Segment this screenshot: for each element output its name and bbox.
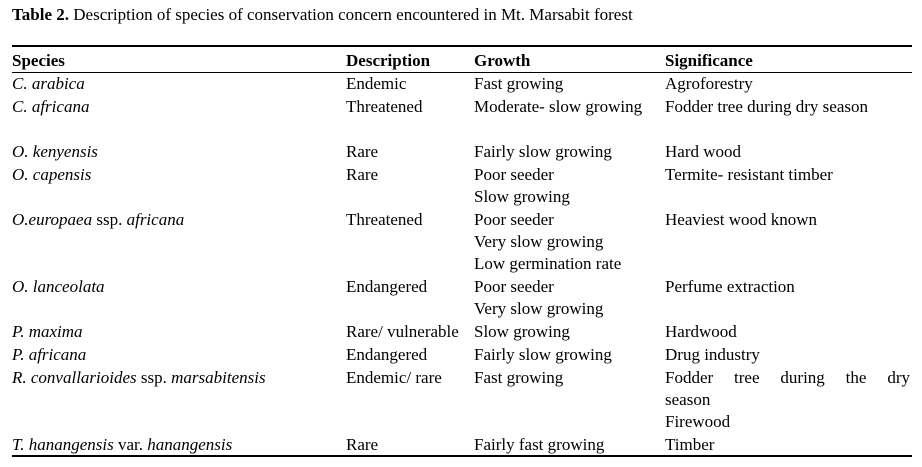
species-cell: C. africana bbox=[12, 97, 90, 116]
species-genus: O.europaea bbox=[12, 210, 93, 229]
growth-cell: Fast growing bbox=[474, 368, 564, 387]
description-cell: Threatened bbox=[346, 97, 423, 116]
description-cell: Rare bbox=[346, 435, 379, 454]
growth-cell: Poor seeder bbox=[474, 165, 554, 184]
significance-cell: Heaviest wood known bbox=[665, 210, 818, 229]
growth-cell: Moderate- slow growing bbox=[474, 97, 643, 116]
growth-cell: Fairly slow growing bbox=[474, 345, 612, 364]
table-header-rule bbox=[12, 72, 912, 73]
species-cell: O. lanceolata bbox=[12, 277, 105, 296]
table-top-rule bbox=[12, 45, 912, 47]
significance-cell: Perfume extraction bbox=[665, 277, 795, 296]
significance-cell: Hard wood bbox=[665, 142, 742, 161]
significance-line: Fodder tree during the dry bbox=[665, 368, 910, 387]
significance-cell: Drug industry bbox=[665, 345, 760, 364]
growth-cell: Slow growing bbox=[474, 187, 570, 206]
species-rank: var. bbox=[113, 435, 148, 454]
species-cell: O. capensis bbox=[12, 165, 92, 184]
species-rank: ssp. bbox=[136, 368, 172, 387]
significance-cell: Termite- resistant timber bbox=[665, 165, 833, 184]
species-cell bbox=[12, 209, 184, 231]
growth-cell: Poor seeder bbox=[474, 277, 554, 296]
species-genus: T. hanangensis bbox=[12, 435, 114, 454]
growth-cell: Fairly fast growing bbox=[474, 435, 605, 454]
header-growth: Growth bbox=[474, 51, 531, 70]
growth-cell: Low germination rate bbox=[474, 254, 622, 273]
species-cell: O. kenyensis bbox=[12, 142, 98, 161]
significance-cell: Timber bbox=[665, 435, 715, 454]
caption-text: Description of species of conservation concern encountered in Mt. Marsabit forest bbox=[69, 5, 633, 24]
species-cell: P. africana bbox=[12, 345, 87, 364]
description-cell: Endemic bbox=[346, 74, 407, 93]
growth-cell: Slow growing bbox=[474, 322, 570, 341]
description-cell: Rare/ vulnerable bbox=[346, 322, 459, 341]
description-cell: Endangered bbox=[346, 345, 428, 364]
caption-label: Table 2. bbox=[12, 5, 70, 24]
description-cell: Threatened bbox=[346, 210, 423, 229]
species-epithet: hanangensis bbox=[147, 435, 233, 454]
growth-cell: Very slow growing bbox=[474, 299, 604, 318]
table-bottom-rule bbox=[12, 455, 912, 457]
species-genus: R. convallarioides bbox=[12, 368, 137, 387]
species-cell bbox=[12, 367, 266, 389]
header-species: Species bbox=[12, 51, 65, 70]
growth-cell: Fairly slow growing bbox=[474, 142, 612, 161]
description-cell: Endemic/ rare bbox=[346, 368, 442, 387]
species-epithet: marsabitensis bbox=[171, 368, 266, 387]
species-rank: ssp. bbox=[92, 210, 127, 229]
significance-cell: Agroforestry bbox=[665, 74, 753, 93]
species-cell: C. arabica bbox=[12, 74, 85, 93]
significance-cell: Hardwood bbox=[665, 322, 737, 341]
significance-cell: Fodder tree during dry season bbox=[665, 97, 869, 116]
growth-cell: Fast growing bbox=[474, 74, 564, 93]
significance-cell: season bbox=[665, 390, 711, 409]
table-caption bbox=[12, 5, 633, 25]
species-cell: P. maxima bbox=[12, 322, 83, 341]
description-cell: Rare bbox=[346, 142, 379, 161]
header-description: Description bbox=[346, 51, 431, 70]
description-cell: Rare bbox=[346, 165, 379, 184]
significance-cell: Firewood bbox=[665, 412, 731, 431]
description-cell: Endangered bbox=[346, 277, 428, 296]
growth-cell: Very slow growing bbox=[474, 232, 604, 251]
species-cell bbox=[12, 434, 232, 456]
growth-cell: Poor seeder bbox=[474, 210, 554, 229]
significance-cell bbox=[665, 367, 910, 389]
species-epithet: africana bbox=[126, 210, 185, 229]
header-significance: Significance bbox=[665, 51, 753, 70]
